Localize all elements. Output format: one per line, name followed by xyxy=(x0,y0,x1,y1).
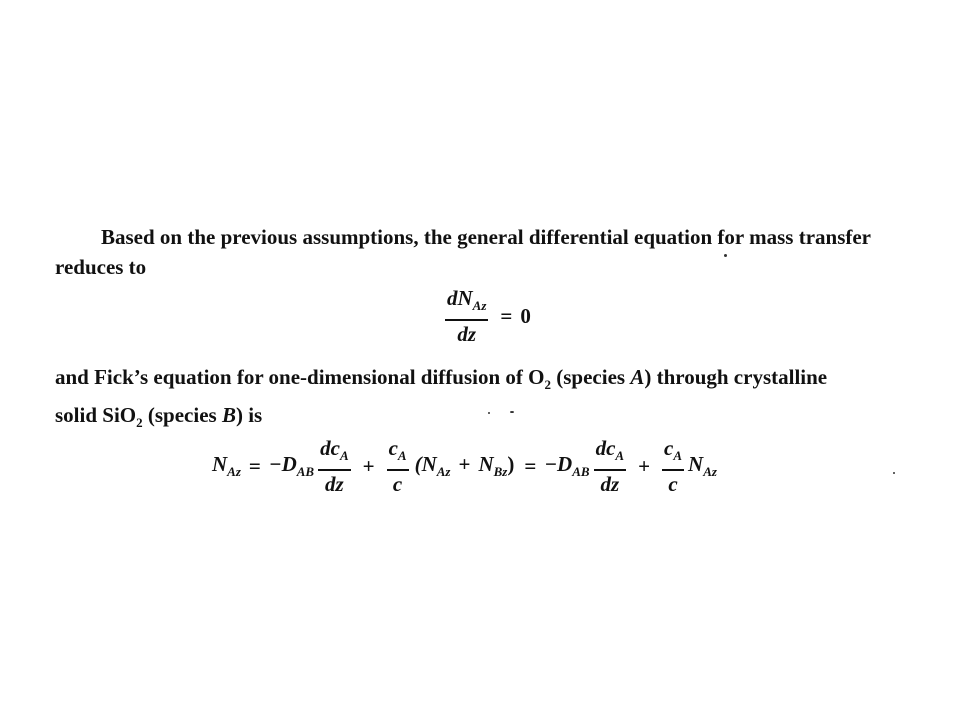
paragraph-fick-line1: and Fick’s equation for one-dimensional diffusion of $O_2$ (species A) through crystalline xyxy=(55,365,828,392)
mole-fraction-2: $\frac{c_A}{c}$ xyxy=(664,436,683,496)
paragraph-intro xyxy=(55,222,871,282)
scan-speck xyxy=(488,412,490,414)
paragraph-fick-line2: solid SiO$_2$ (species B) is xyxy=(55,403,263,430)
diffusivity-term-2: $-D_{AB}$ xyxy=(544,452,590,479)
scan-speck xyxy=(724,254,727,257)
equals-sign-2: = xyxy=(524,453,537,478)
diffusivity-term-1: $-D_{AB}$ xyxy=(268,452,315,479)
paragraph-fick xyxy=(55,362,827,438)
paragraph-intro-line1: Based on the previous assumptions, the general differential equation for mass transfer xyxy=(101,225,872,249)
mole-fraction-1: $\frac{c_A}{c}$ xyxy=(388,436,407,496)
numerator-subscript: Az xyxy=(472,298,487,313)
concentration-gradient-2: $\frac{dc_A}{dz}$ xyxy=(595,436,625,496)
equals-sign: = xyxy=(500,303,513,328)
flux-term: $N_{Az}$ xyxy=(212,452,241,479)
denominator-dz: dz xyxy=(457,322,477,346)
equation-flux-divergence xyxy=(441,286,531,346)
plus-sign-1: + xyxy=(362,453,375,478)
equals-sign-1: = xyxy=(248,453,261,478)
rhs-zero: 0 xyxy=(520,303,531,328)
scan-speck xyxy=(893,472,895,474)
concentration-gradient-1: $\frac{dc_A}{dz}$ xyxy=(320,436,349,496)
paragraph-intro-line2: reduces to xyxy=(55,255,147,279)
bulk-flux-group: $(N_{Az} + N_{Bz})$ xyxy=(414,452,515,479)
numerator-dN: dN xyxy=(447,286,473,310)
derivative-fraction xyxy=(445,286,488,346)
equation-fick-flux xyxy=(212,436,717,496)
plus-sign-2: + xyxy=(638,453,651,478)
scan-speck xyxy=(510,411,514,413)
tail-flux-term: $N_{Az}$ xyxy=(688,452,717,479)
